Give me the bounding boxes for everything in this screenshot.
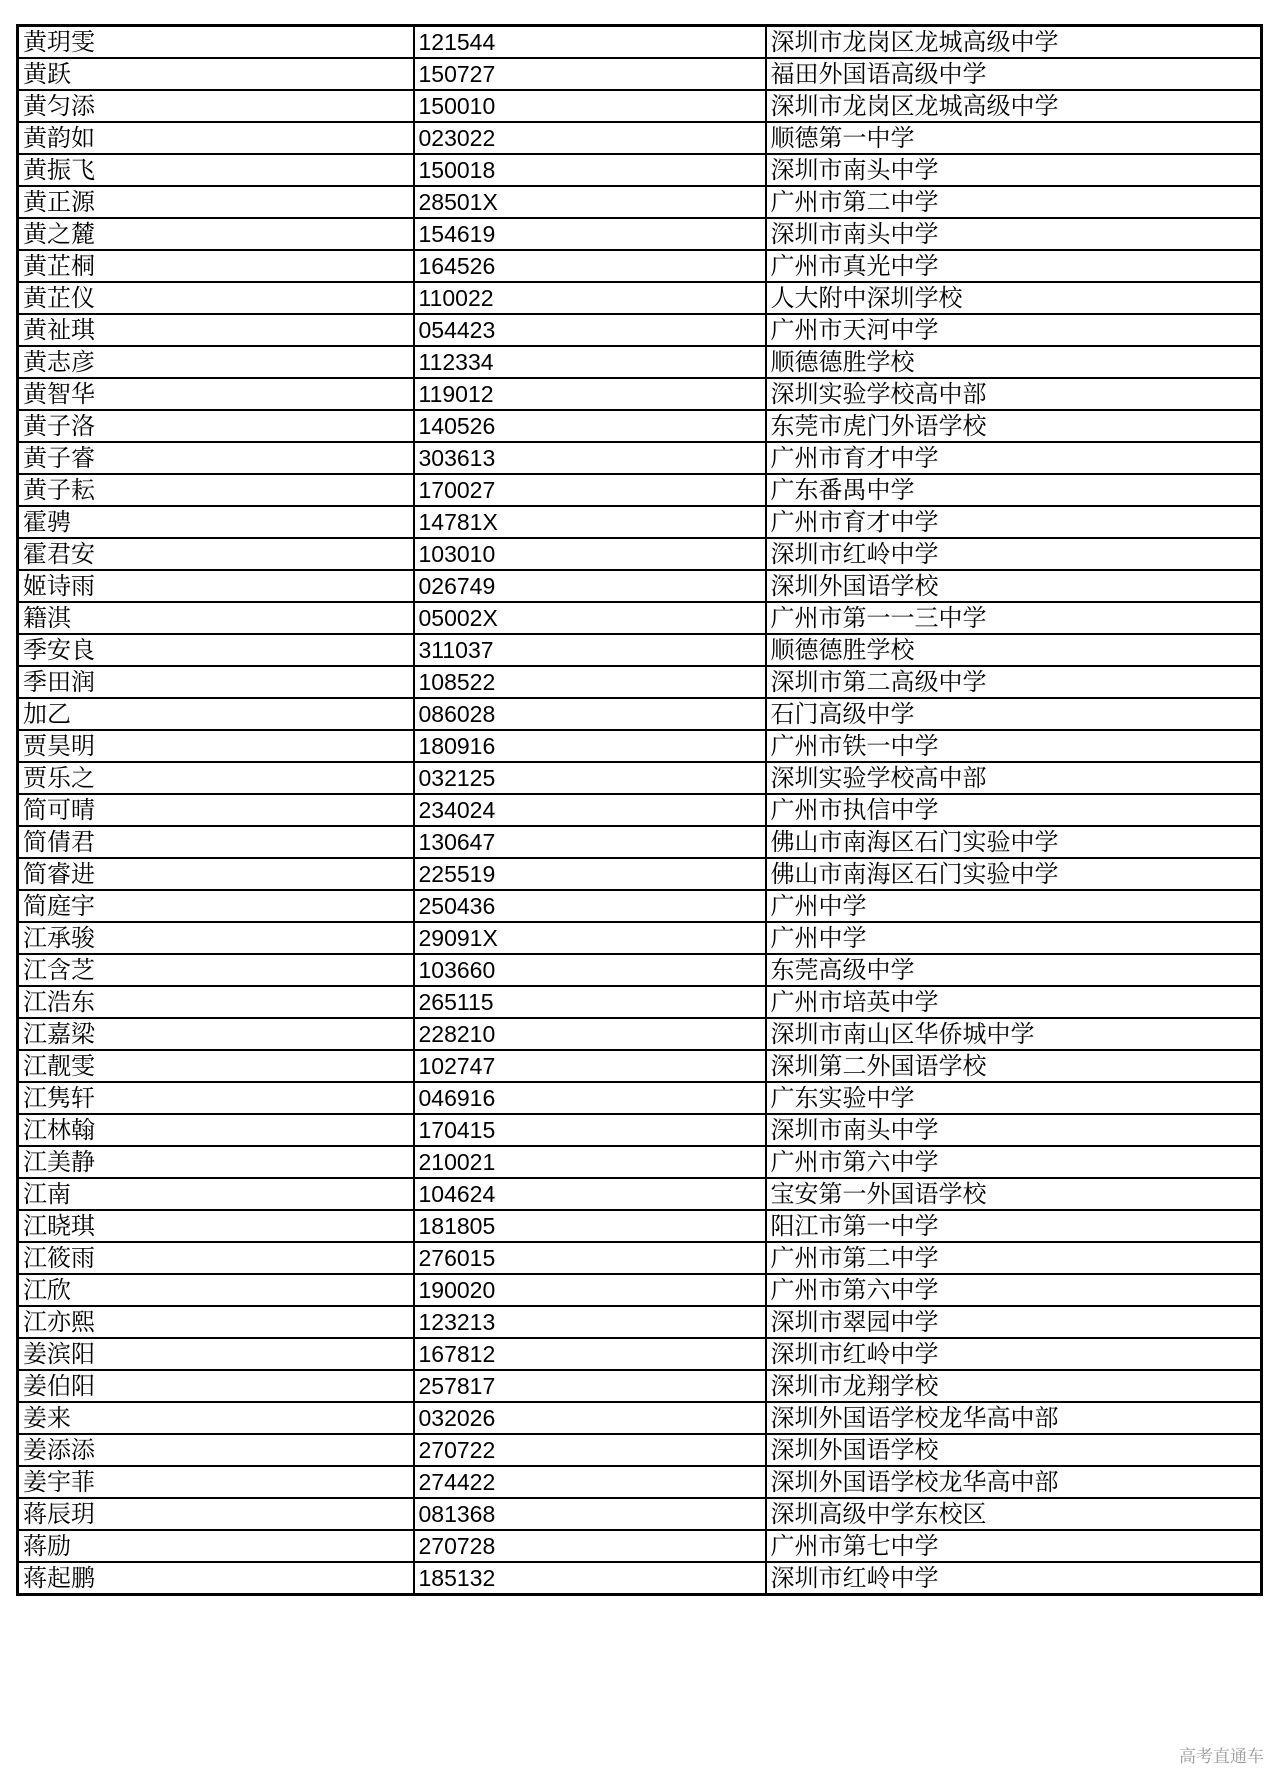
name-cell: 江浩东 [18, 986, 414, 1018]
name-cell: 贾乐之 [18, 762, 414, 794]
school-cell: 深圳市南头中学 [766, 1114, 1262, 1146]
school-cell: 佛山市南海区石门实验中学 [766, 858, 1262, 890]
name-cell: 黄智华 [18, 378, 414, 410]
name-cell: 霍君安 [18, 538, 414, 570]
name-cell: 黄子睿 [18, 442, 414, 474]
id-cell: 225519 [414, 858, 766, 890]
school-cell: 广州市天河中学 [766, 314, 1262, 346]
school-cell: 广东实验中学 [766, 1082, 1262, 1114]
school-cell: 人大附中深圳学校 [766, 282, 1262, 314]
table-row [18, 1562, 1262, 1595]
school-cell: 阳江市第一中学 [766, 1210, 1262, 1242]
table-row [18, 698, 1262, 730]
table-row [18, 1530, 1262, 1562]
table-row [18, 762, 1262, 794]
table-row [18, 986, 1262, 1018]
id-cell: 150010 [414, 90, 766, 122]
table-row [18, 250, 1262, 282]
id-cell: 181805 [414, 1210, 766, 1242]
school-cell: 广州市第一一三中学 [766, 602, 1262, 634]
school-cell: 广州市第六中学 [766, 1146, 1262, 1178]
table-row [18, 890, 1262, 922]
table-row [18, 666, 1262, 698]
id-cell: 170415 [414, 1114, 766, 1146]
school-cell: 广州市第二中学 [766, 1242, 1262, 1274]
name-cell: 黄志彦 [18, 346, 414, 378]
name-cell: 黄芷仪 [18, 282, 414, 314]
table-row [18, 954, 1262, 986]
table-row [18, 794, 1262, 826]
id-cell: 164526 [414, 250, 766, 282]
table-row [18, 378, 1262, 410]
id-cell: 265115 [414, 986, 766, 1018]
table-row [18, 858, 1262, 890]
name-cell: 姜添添 [18, 1434, 414, 1466]
id-cell: 14781X [414, 506, 766, 538]
id-cell: 180916 [414, 730, 766, 762]
name-cell: 黄子耘 [18, 474, 414, 506]
school-cell: 深圳市红岭中学 [766, 1338, 1262, 1370]
name-cell: 加乙 [18, 698, 414, 730]
table-row [18, 1466, 1262, 1498]
school-cell: 深圳市翠园中学 [766, 1306, 1262, 1338]
table-row [18, 1242, 1262, 1274]
id-cell: 276015 [414, 1242, 766, 1274]
school-cell: 东莞高级中学 [766, 954, 1262, 986]
name-cell: 黄玥雯 [18, 26, 414, 59]
id-cell: 119012 [414, 378, 766, 410]
table-row [18, 1082, 1262, 1114]
school-cell: 佛山市南海区石门实验中学 [766, 826, 1262, 858]
name-cell: 姜宇菲 [18, 1466, 414, 1498]
name-cell: 姬诗雨 [18, 570, 414, 602]
table-row [18, 1018, 1262, 1050]
table-row [18, 218, 1262, 250]
table-row [18, 442, 1262, 474]
school-cell: 宝安第一外国语学校 [766, 1178, 1262, 1210]
school-cell: 广州市育才中学 [766, 442, 1262, 474]
id-cell: 190020 [414, 1274, 766, 1306]
id-cell: 103660 [414, 954, 766, 986]
name-cell: 籍淇 [18, 602, 414, 634]
table-row [18, 506, 1262, 538]
watermark: 高考直通车 [1179, 1747, 1264, 1767]
name-cell: 蒋辰玥 [18, 1498, 414, 1530]
name-cell: 简倩君 [18, 826, 414, 858]
name-cell: 江承骏 [18, 922, 414, 954]
table-row [18, 474, 1262, 506]
name-cell: 黄匀添 [18, 90, 414, 122]
name-cell: 江亦熙 [18, 1306, 414, 1338]
id-cell: 154619 [414, 218, 766, 250]
table-row [18, 1114, 1262, 1146]
name-cell: 黄子洛 [18, 410, 414, 442]
table-row [18, 730, 1262, 762]
name-cell: 姜伯阳 [18, 1370, 414, 1402]
school-cell: 顺德德胜学校 [766, 346, 1262, 378]
id-cell: 086028 [414, 698, 766, 730]
school-cell: 广州市第七中学 [766, 1530, 1262, 1562]
id-cell: 28501X [414, 186, 766, 218]
table-row [18, 1146, 1262, 1178]
name-cell: 江筱雨 [18, 1242, 414, 1274]
id-cell: 185132 [414, 1562, 766, 1595]
name-cell: 黄韵如 [18, 122, 414, 154]
name-cell: 黄之麓 [18, 218, 414, 250]
school-cell: 深圳市南山区华侨城中学 [766, 1018, 1262, 1050]
school-cell: 广州市培英中学 [766, 986, 1262, 1018]
id-cell: 140526 [414, 410, 766, 442]
name-cell: 贾昊明 [18, 730, 414, 762]
school-cell: 深圳市红岭中学 [766, 1562, 1262, 1595]
name-cell: 江美静 [18, 1146, 414, 1178]
school-cell: 深圳市龙岗区龙城高级中学 [766, 90, 1262, 122]
id-cell: 102747 [414, 1050, 766, 1082]
school-cell: 深圳市龙翔学校 [766, 1370, 1262, 1402]
table-row [18, 1402, 1262, 1434]
table-row [18, 346, 1262, 378]
table-row [18, 410, 1262, 442]
name-cell: 黄祉琪 [18, 314, 414, 346]
id-cell: 054423 [414, 314, 766, 346]
id-cell: 250436 [414, 890, 766, 922]
school-cell: 福田外国语高级中学 [766, 58, 1262, 90]
roster-body [18, 26, 1262, 1595]
school-cell: 深圳外国语学校 [766, 570, 1262, 602]
school-cell: 深圳第二外国语学校 [766, 1050, 1262, 1082]
school-cell: 深圳实验学校高中部 [766, 378, 1262, 410]
id-cell: 110022 [414, 282, 766, 314]
id-cell: 046916 [414, 1082, 766, 1114]
school-cell: 深圳外国语学校 [766, 1434, 1262, 1466]
school-cell: 顺德第一中学 [766, 122, 1262, 154]
id-cell: 081368 [414, 1498, 766, 1530]
table-row [18, 186, 1262, 218]
name-cell: 黄跃 [18, 58, 414, 90]
name-cell: 简可晴 [18, 794, 414, 826]
name-cell: 江南 [18, 1178, 414, 1210]
id-cell: 123213 [414, 1306, 766, 1338]
table-row [18, 922, 1262, 954]
school-cell: 深圳市南头中学 [766, 154, 1262, 186]
id-cell: 150018 [414, 154, 766, 186]
school-cell: 广州中学 [766, 922, 1262, 954]
name-cell: 霍骋 [18, 506, 414, 538]
school-cell: 东莞市虎门外语学校 [766, 410, 1262, 442]
id-cell: 274422 [414, 1466, 766, 1498]
id-cell: 210021 [414, 1146, 766, 1178]
id-cell: 026749 [414, 570, 766, 602]
table-row [18, 538, 1262, 570]
id-cell: 112334 [414, 346, 766, 378]
name-cell: 江嘉梁 [18, 1018, 414, 1050]
table-row [18, 1274, 1262, 1306]
school-cell: 深圳实验学校高中部 [766, 762, 1262, 794]
school-cell: 广州市真光中学 [766, 250, 1262, 282]
id-cell: 103010 [414, 538, 766, 570]
table-row [18, 1210, 1262, 1242]
name-cell: 季安良 [18, 634, 414, 666]
name-cell: 黄振飞 [18, 154, 414, 186]
id-cell: 05002X [414, 602, 766, 634]
id-cell: 234024 [414, 794, 766, 826]
name-cell: 季田润 [18, 666, 414, 698]
table-row [18, 282, 1262, 314]
school-cell: 广州市育才中学 [766, 506, 1262, 538]
name-cell: 江林翰 [18, 1114, 414, 1146]
table-row [18, 1434, 1262, 1466]
id-cell: 023022 [414, 122, 766, 154]
table-row [18, 90, 1262, 122]
id-cell: 121544 [414, 26, 766, 59]
name-cell: 江靓雯 [18, 1050, 414, 1082]
table-row [18, 1178, 1262, 1210]
id-cell: 270728 [414, 1530, 766, 1562]
name-cell: 简睿进 [18, 858, 414, 890]
name-cell: 江含芝 [18, 954, 414, 986]
name-cell: 蒋起鹏 [18, 1562, 414, 1595]
name-cell: 江隽轩 [18, 1082, 414, 1114]
name-cell: 江晓琪 [18, 1210, 414, 1242]
school-cell: 广州市执信中学 [766, 794, 1262, 826]
name-cell: 姜滨阳 [18, 1338, 414, 1370]
table-row [18, 26, 1262, 59]
id-cell: 29091X [414, 922, 766, 954]
id-cell: 257817 [414, 1370, 766, 1402]
school-cell: 深圳市第二高级中学 [766, 666, 1262, 698]
id-cell: 130647 [414, 826, 766, 858]
school-cell: 深圳市红岭中学 [766, 538, 1262, 570]
id-cell: 170027 [414, 474, 766, 506]
table-row [18, 826, 1262, 858]
id-cell: 108522 [414, 666, 766, 698]
id-cell: 311037 [414, 634, 766, 666]
school-cell: 广州中学 [766, 890, 1262, 922]
table-row [18, 1338, 1262, 1370]
school-cell: 广州市第六中学 [766, 1274, 1262, 1306]
table-row [18, 634, 1262, 666]
school-cell: 广州市铁一中学 [766, 730, 1262, 762]
school-cell: 深圳高级中学东校区 [766, 1498, 1262, 1530]
table-row [18, 1498, 1262, 1530]
name-cell: 蒋励 [18, 1530, 414, 1562]
school-cell: 顺德德胜学校 [766, 634, 1262, 666]
name-cell: 江欣 [18, 1274, 414, 1306]
id-cell: 303613 [414, 442, 766, 474]
school-cell: 深圳市龙岗区龙城高级中学 [766, 26, 1262, 59]
table-row [18, 570, 1262, 602]
id-cell: 032026 [414, 1402, 766, 1434]
id-cell: 270722 [414, 1434, 766, 1466]
id-cell: 104624 [414, 1178, 766, 1210]
id-cell: 228210 [414, 1018, 766, 1050]
school-cell: 深圳外国语学校龙华高中部 [766, 1402, 1262, 1434]
table-row [18, 1306, 1262, 1338]
table-row [18, 154, 1262, 186]
table-row [18, 314, 1262, 346]
id-cell: 167812 [414, 1338, 766, 1370]
school-cell: 深圳市南头中学 [766, 218, 1262, 250]
school-cell: 广东番禺中学 [766, 474, 1262, 506]
table-row [18, 1370, 1262, 1402]
table-row [18, 122, 1262, 154]
name-cell: 黄芷桐 [18, 250, 414, 282]
id-cell: 150727 [414, 58, 766, 90]
table-row [18, 602, 1262, 634]
id-cell: 032125 [414, 762, 766, 794]
name-cell: 黄正源 [18, 186, 414, 218]
table-row [18, 58, 1262, 90]
school-cell: 深圳外国语学校龙华高中部 [766, 1466, 1262, 1498]
name-cell: 姜来 [18, 1402, 414, 1434]
school-cell: 广州市第二中学 [766, 186, 1262, 218]
name-cell: 简庭宇 [18, 890, 414, 922]
roster-table [16, 24, 1263, 1596]
school-cell: 石门高级中学 [766, 698, 1262, 730]
table-row [18, 1050, 1262, 1082]
